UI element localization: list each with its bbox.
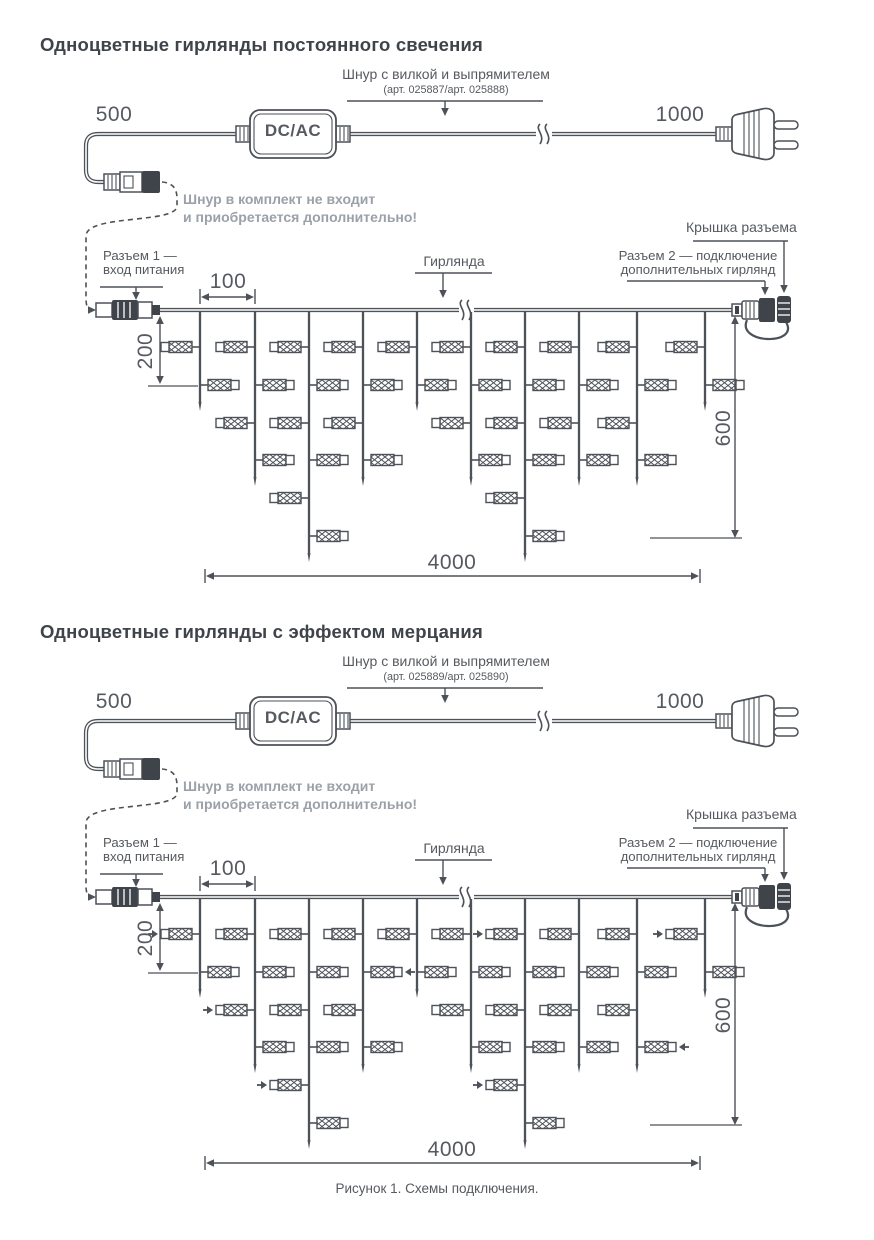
cord-label: Шнур с вилкой и выпрямителем	[342, 66, 550, 82]
connector2-label-2: дополнительных гирлянд	[620, 262, 776, 277]
dim-depth: 600	[711, 409, 735, 447]
dim-first-drop: 200	[133, 332, 157, 370]
cap-label: Крышка разъема	[686, 219, 797, 235]
dim-total-length: 4000	[427, 1138, 477, 1161]
note-line-1: Шнур в комплект не входит	[183, 191, 376, 207]
dim-first-drop: 200	[133, 919, 157, 957]
connector1-label-1: Разъем 1 —	[103, 248, 177, 263]
connector1-label-2: вход питания	[103, 262, 185, 277]
note-line-1: Шнур в комплект не входит	[183, 778, 376, 794]
dim-cord-left: 500	[95, 690, 133, 713]
dim-depth: 600	[711, 996, 735, 1034]
cord-label: Шнур с вилкой и выпрямителем	[342, 653, 550, 669]
connector1-label-2: вход питания	[103, 849, 185, 864]
diagram-title: Одноцветные гирлянды постоянного свечения	[40, 34, 484, 55]
dcac-converter-label: DC/AC	[264, 708, 322, 727]
garland-label: Гирлянда	[423, 840, 485, 856]
connector2-label-1: Разъем 2 — подключение	[618, 248, 778, 263]
dim-spacing: 100	[209, 270, 247, 293]
garland-label: Гирлянда	[423, 253, 485, 269]
diagram-constant-labels	[0, 0, 874, 610]
dim-spacing: 100	[209, 857, 247, 880]
note-line-2: и приобретается дополнительно!	[183, 796, 418, 812]
cord-article-numbers: (арт. 025889/арт. 025890)	[383, 671, 509, 683]
dim-total-length: 4000	[427, 551, 477, 574]
connector1-label-1: Разъем 1 —	[103, 835, 177, 850]
note-line-2: и приобретается дополнительно!	[183, 209, 418, 225]
dim-cord-right: 1000	[655, 103, 705, 126]
figure-caption: Рисунок 1. Схемы подключения.	[335, 1181, 539, 1196]
connector2-label-2: дополнительных гирлянд	[620, 849, 776, 864]
dim-cord-right: 1000	[655, 690, 705, 713]
dim-cord-left: 500	[95, 103, 133, 126]
cap-label: Крышка разъема	[686, 806, 797, 822]
connector2-label-1: Разъем 2 — подключение	[618, 835, 778, 850]
diagram-flicker-labels	[0, 587, 874, 1197]
dcac-converter-label: DC/AC	[264, 121, 322, 140]
cord-article-numbers: (арт. 025887/арт. 025888)	[383, 84, 509, 96]
diagram-title: Одноцветные гирлянды с эффектом мерцания	[40, 621, 484, 642]
